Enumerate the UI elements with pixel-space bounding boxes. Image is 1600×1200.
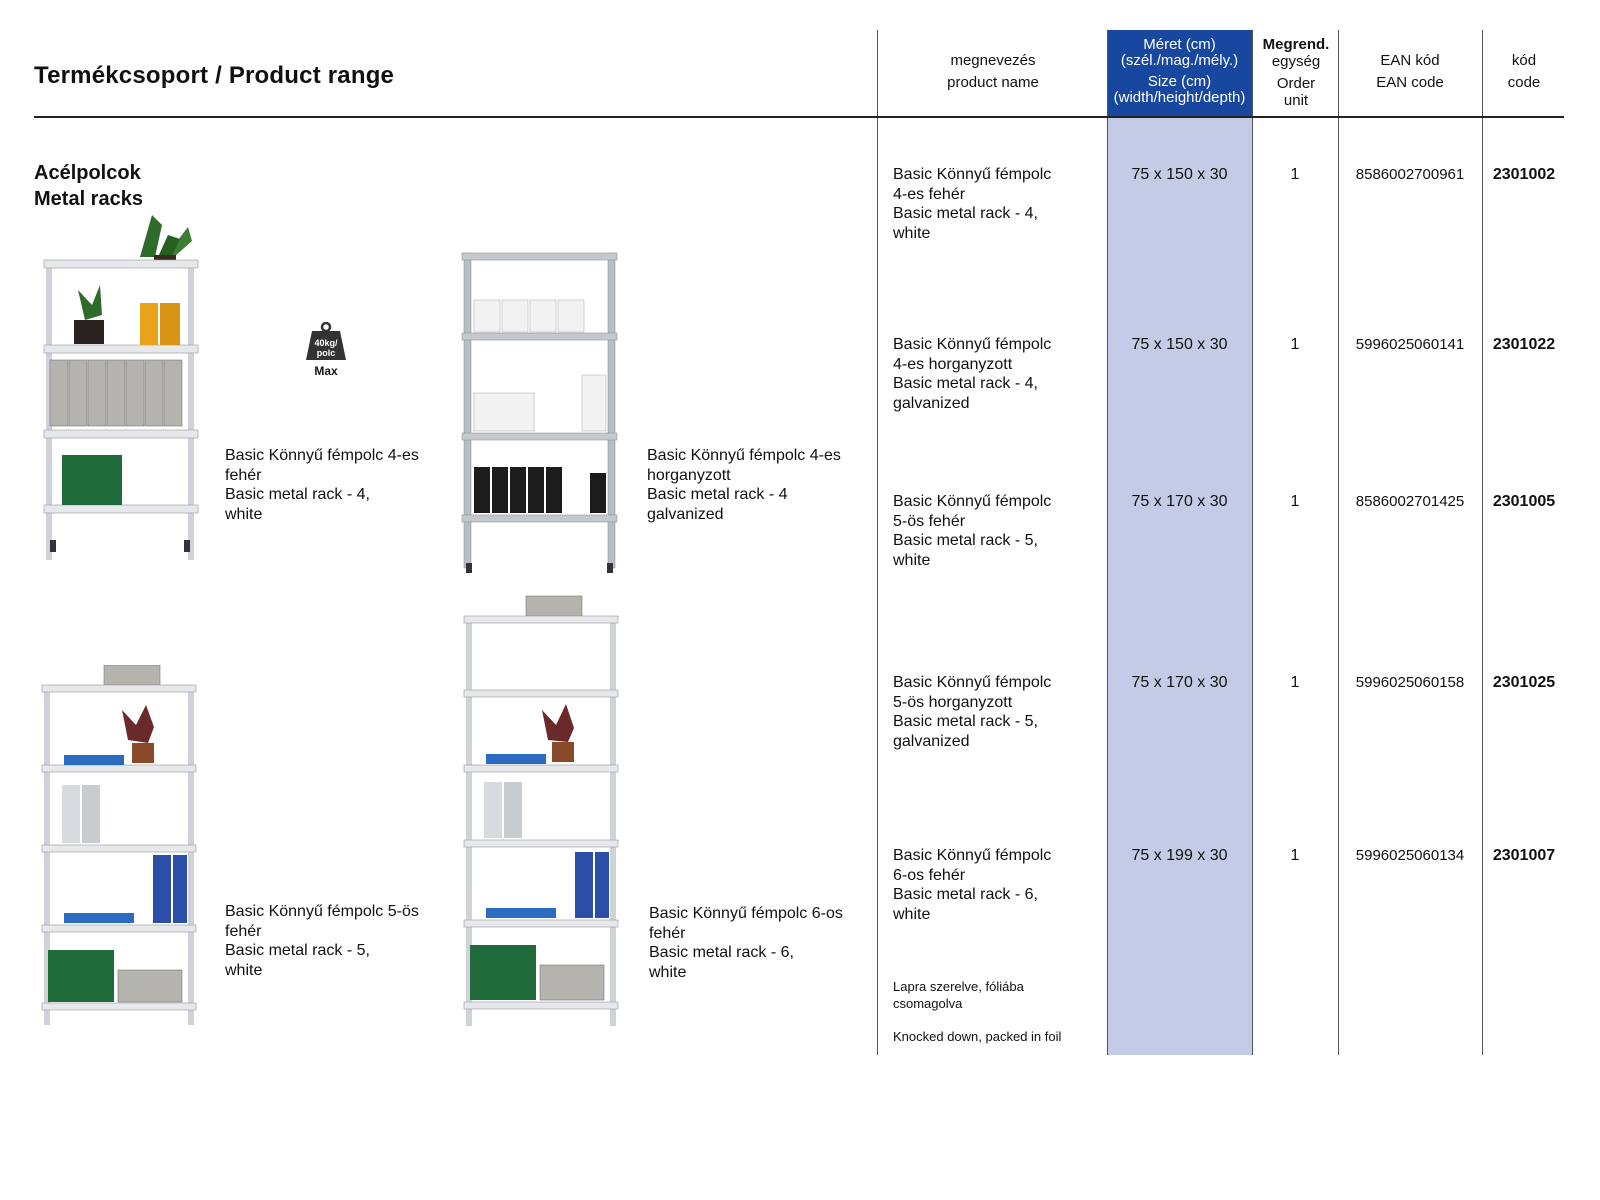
product-name-line: 4-es fehér — [893, 185, 966, 203]
product-name-line: Basic Könnyű fémpolc — [893, 847, 1052, 864]
caption-rack-6-white — [649, 904, 864, 982]
caption-rack-4-white — [225, 446, 440, 524]
product-name-line: Basic Könnyű fémpolc — [893, 336, 1052, 353]
product-name-line: Basic metal rack - 4, — [893, 205, 1038, 222]
product-name-line: Basic metal rack - 5, — [893, 532, 1038, 549]
column-divider — [877, 30, 878, 1055]
header-order-unit-en-2: unit — [1283, 92, 1309, 109]
header-order-unit-en: Order — [1276, 75, 1316, 92]
product-name — [893, 492, 1093, 570]
caption-rack-4-galvanized — [647, 446, 862, 524]
header-size-en: Size (cm) — [1147, 73, 1212, 90]
weight-badge-label — [304, 338, 348, 358]
header-ean-en: EAN code — [1376, 74, 1444, 91]
caption-line: Basic Könnyű fémpolc 6-os — [649, 905, 843, 922]
header-rule — [34, 116, 1564, 118]
caption-line: galvanized — [647, 505, 724, 523]
caption-line: fehér — [649, 924, 686, 942]
product-name-line: galvanized — [893, 732, 970, 750]
order-unit: 1 — [1290, 847, 1300, 864]
caption-line: Basic metal rack - 4 — [647, 486, 788, 503]
header-size — [1107, 30, 1252, 117]
caption-line: white — [225, 961, 263, 979]
plant-icon — [542, 704, 574, 762]
order-unit: 1 — [1290, 336, 1300, 353]
header-order-unit — [1255, 36, 1337, 109]
product-size: 75 x 150 x 30 — [1131, 336, 1228, 353]
product-name-line: 6-os fehér — [893, 866, 966, 884]
product-name-line: white — [893, 224, 931, 242]
caption-line: white — [225, 505, 263, 523]
product-code: 2301002 — [1492, 166, 1556, 183]
product-name — [893, 673, 1093, 751]
ean-code: 5996025060134 — [1355, 847, 1465, 864]
product-code: 2301007 — [1492, 847, 1556, 864]
caption-line: horganyzott — [647, 466, 731, 484]
product-name-line: white — [893, 905, 931, 923]
order-unit: 1 — [1290, 493, 1300, 510]
product-name — [893, 165, 1093, 243]
rack-5-white-photo — [38, 665, 203, 1035]
caption-line: Basic Könnyű fémpolc 5-ös — [225, 903, 419, 920]
column-divider — [1252, 30, 1253, 1055]
product-size: 75 x 170 x 30 — [1131, 674, 1228, 691]
product-name-line: Basic Könnyű fémpolc — [893, 166, 1052, 183]
product-size: 75 x 150 x 30 — [1131, 166, 1228, 183]
product-name — [893, 846, 1093, 924]
ean-code: 8586002700961 — [1355, 166, 1465, 183]
ean-code: 5996025060158 — [1355, 674, 1465, 691]
product-name-line: Basic Könnyű fémpolc — [893, 493, 1052, 510]
header-size-hu-detail: (szél./mag./mély.) — [1120, 52, 1239, 69]
caption-line: Basic metal rack - 6, — [649, 944, 794, 961]
assembly-note-hu-2: csomagolva — [893, 996, 963, 1011]
header-size-en-detail: (width/height/depth) — [1113, 89, 1246, 106]
product-name-line: 4-es horganyzott — [893, 355, 1013, 373]
assembly-note-hu: Lapra szerelve, fóliába — [893, 979, 1024, 994]
caption-rack-5-white — [225, 902, 440, 980]
caption-line: Basic metal rack - 5, — [225, 942, 370, 959]
product-name-line: Basic metal rack - 6, — [893, 886, 1038, 903]
caption-line: fehér — [225, 922, 262, 940]
ean-code: 5996025060141 — [1355, 336, 1465, 353]
product-name-line: Basic Könnyű fémpolc — [893, 674, 1052, 691]
caption-line: white — [649, 963, 687, 981]
plant-icon — [74, 285, 104, 344]
product-name-line: 5-ös horganyzott — [893, 693, 1013, 711]
product-name-line: Basic metal rack - 5, — [893, 713, 1038, 730]
assembly-note-en: Knocked down, packed in foil — [893, 1029, 1062, 1044]
header-product-name-en: product name — [947, 74, 1039, 91]
header-code — [1484, 52, 1564, 92]
product-code: 2301022 — [1492, 336, 1556, 353]
header-size-hu: Méret (cm) — [1143, 36, 1216, 53]
product-name-line: Basic metal rack - 4, — [893, 375, 1038, 392]
product-name — [893, 335, 1093, 413]
header-code-en: code — [1507, 74, 1541, 91]
product-size: 75 x 170 x 30 — [1131, 493, 1228, 510]
header-ean-hu: EAN kód — [1380, 52, 1440, 69]
header-product-name-hu: megnevezés — [950, 52, 1036, 69]
header-product-name — [878, 52, 1108, 92]
product-name-line: 5-ös fehér — [893, 512, 966, 530]
product-name-line: white — [893, 551, 931, 569]
caption-line: Basic Könnyű fémpolc 4-es — [647, 447, 841, 464]
product-name-line: galvanized — [893, 394, 970, 412]
weight-badge-max: Max — [314, 364, 338, 378]
header-order-unit-hu-2: egység — [1271, 53, 1321, 70]
assembly-note — [893, 978, 1103, 1045]
section-title-en: Metal racks — [34, 188, 143, 210]
header-ean — [1340, 52, 1480, 92]
page-title: Termékcsoport / Product range — [34, 62, 395, 89]
plant-icon — [122, 705, 154, 763]
order-unit: 1 — [1290, 166, 1300, 183]
caption-line: fehér — [225, 466, 262, 484]
size-column-background — [1107, 118, 1252, 1055]
ean-code: 8586002701425 — [1355, 493, 1465, 510]
column-divider — [1482, 30, 1483, 1055]
header-order-unit-hu: Megrend. — [1262, 36, 1330, 53]
product-code: 2301025 — [1492, 674, 1556, 691]
column-divider — [1338, 30, 1339, 1055]
rack-6-white-photo — [460, 590, 625, 1035]
header-code-hu: kód — [1511, 52, 1537, 69]
caption-line: Basic metal rack - 4, — [225, 486, 370, 503]
caption-line: Basic Könnyű fémpolc 4-es — [225, 447, 419, 464]
rack-4-white-photo — [40, 205, 205, 575]
weight-badge-unit: polc — [316, 348, 336, 358]
product-size: 75 x 199 x 30 — [1131, 847, 1228, 864]
product-code: 2301005 — [1492, 493, 1556, 510]
plant-icon — [140, 215, 192, 265]
section-title-hu: Acélpolcok — [34, 162, 141, 184]
rack-4-galvanized-photo — [452, 245, 627, 585]
weight-badge-weight: 40kg/ — [314, 338, 338, 348]
order-unit: 1 — [1290, 674, 1300, 691]
